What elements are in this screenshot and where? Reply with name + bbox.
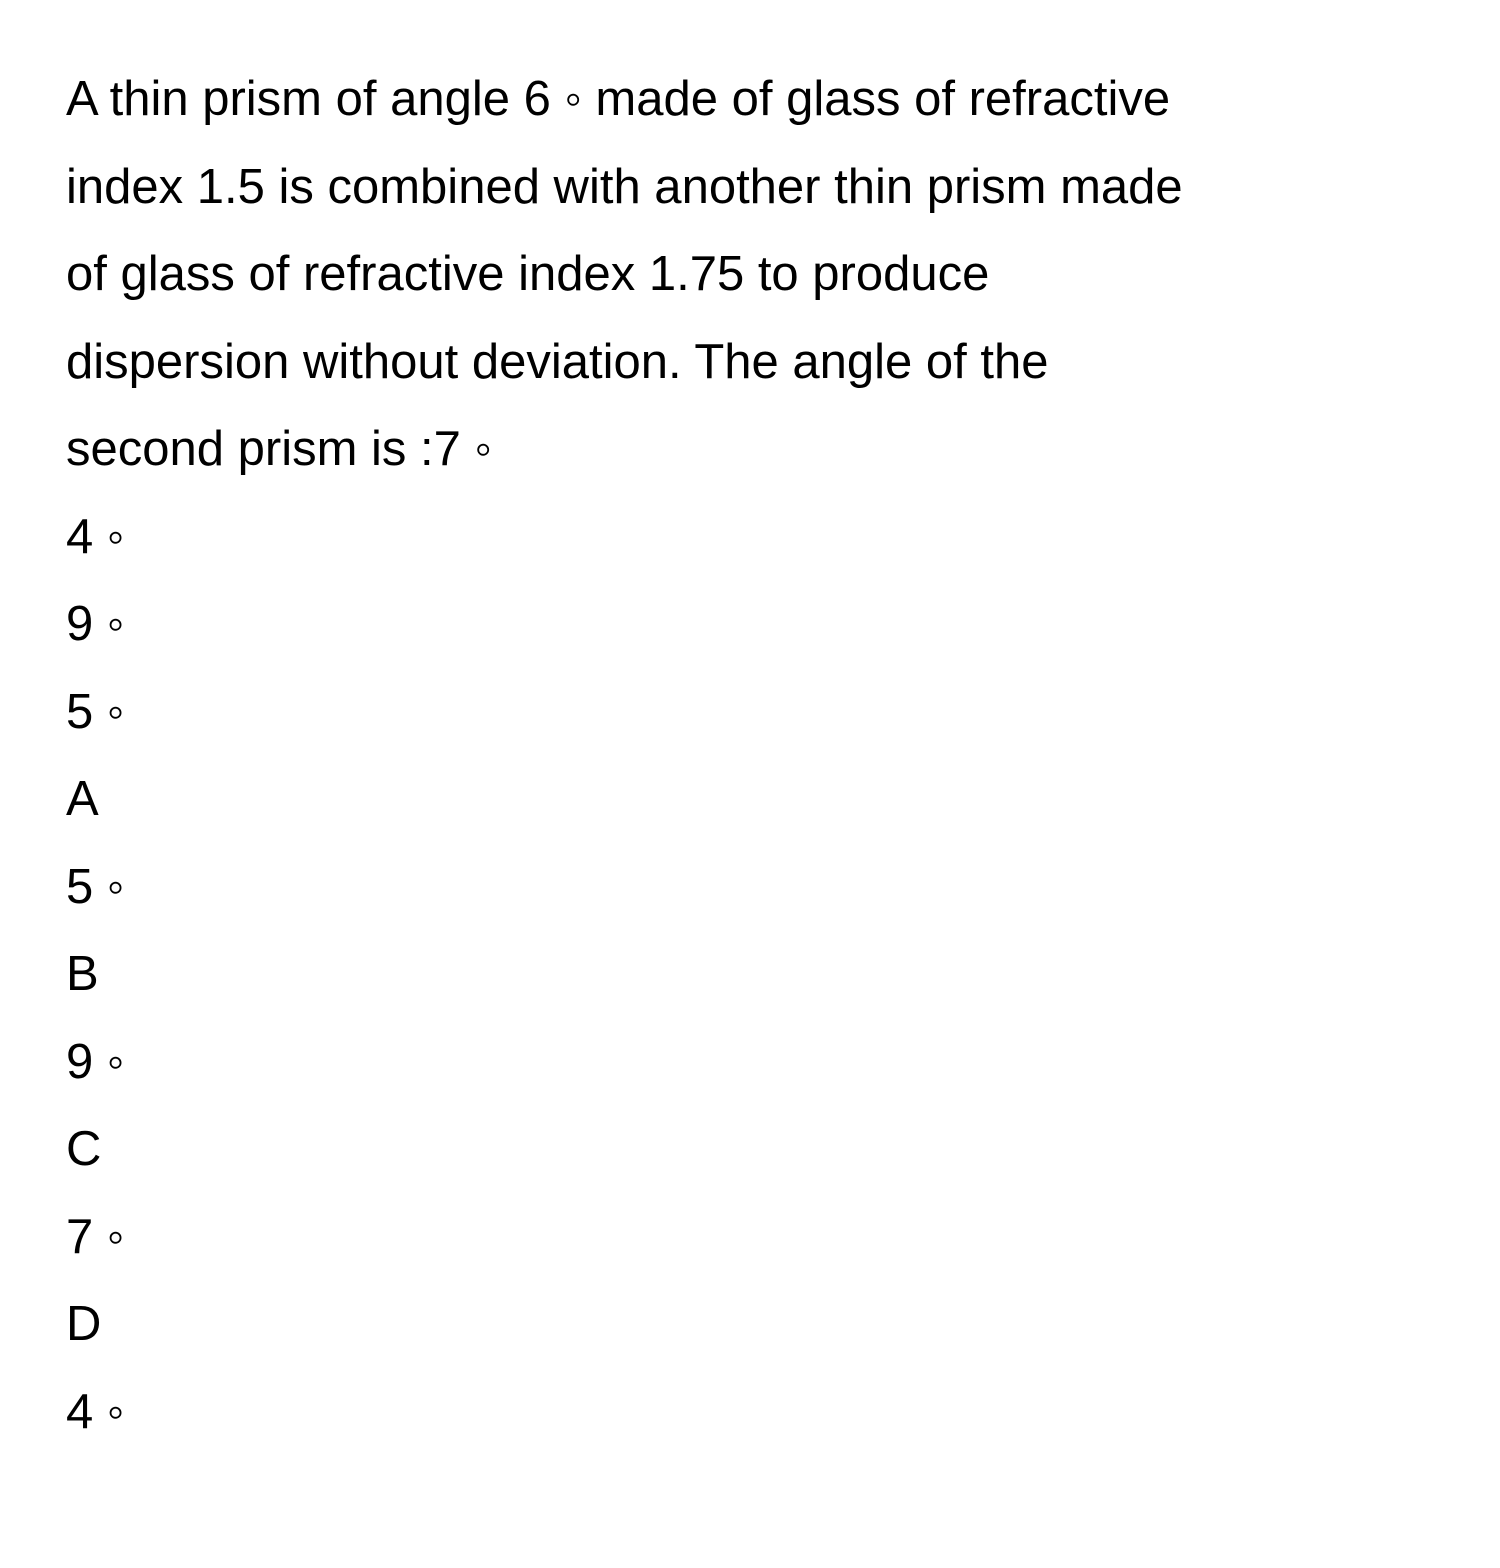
option-preview-value: 9 ◦ [66,597,125,651]
question-text [66,56,1446,494]
option-preview-value: 4 ◦ [66,509,125,564]
option-preview-value: 5 ◦ [66,684,125,739]
choice-d[interactable] [66,1281,1446,1456]
choice-c[interactable] [66,1106,1446,1281]
question-line: dispersion without deviation. The angle of the [66,334,1049,389]
question-line: of glass of refractive index 1.75 to produce [66,247,990,301]
answer-choices [66,756,1446,1456]
choice-letter: B [66,947,99,1001]
choice-a[interactable] [66,756,1446,931]
question-line: index 1.5 is combined with another thin prism made [66,159,1183,214]
choice-value: 4 ◦ [66,1384,125,1439]
options-preview [66,494,1446,757]
choice-value: 7 ◦ [66,1209,125,1264]
choice-value: 5 ◦ [66,859,125,914]
question-line: second prism is :7 ◦ [66,422,492,476]
question-page [66,56,1446,1456]
choice-letter: A [66,772,99,826]
choice-value: 9 ◦ [66,1034,125,1089]
question-line: A thin prism of angle 6 ◦ made of glass of refractive [66,72,1171,126]
choice-letter: D [66,1297,102,1351]
choice-letter: C [66,1122,102,1176]
choice-b[interactable] [66,931,1446,1106]
